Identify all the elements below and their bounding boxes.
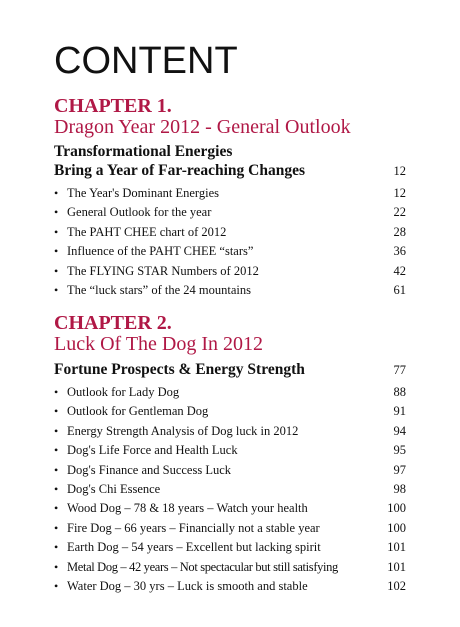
page-number: 97 xyxy=(393,462,406,477)
toc-item[interactable] xyxy=(54,203,406,222)
toc-item[interactable] xyxy=(54,577,406,596)
page-number: 100 xyxy=(387,501,406,516)
bullet-icon: • xyxy=(54,224,59,239)
toc-item[interactable] xyxy=(54,519,406,538)
page-number: 42 xyxy=(393,263,406,278)
item-text: The Year's Dominant Energies xyxy=(67,186,219,200)
toc-item[interactable] xyxy=(54,262,406,281)
item-text: Dog's Finance and Success Luck xyxy=(67,462,232,477)
bullet-icon: • xyxy=(54,559,59,574)
toc-item[interactable] xyxy=(54,538,406,557)
bullet-icon: • xyxy=(54,462,59,477)
page-number: 36 xyxy=(393,244,406,259)
chapter-1-subhead-1[interactable] xyxy=(54,142,406,161)
subhead-text: Fortune Prospects & Energy Strength xyxy=(54,361,305,378)
item-text: Water Dog – 30 yrs – Luck is smooth and stable xyxy=(67,579,308,594)
item-text: Metal Dog – 42 years – Not spectacular but still satisfying xyxy=(67,559,338,574)
page-number: 77 xyxy=(393,363,406,377)
bullet-icon: • xyxy=(54,482,59,497)
item-text: The FLYING STAR Numbers of 2012 xyxy=(67,263,259,278)
chapter-2 xyxy=(54,313,406,596)
page-title: CONTENT xyxy=(54,40,238,82)
chapter-1-title: Dragon Year 2012 - General Outlook xyxy=(54,116,351,138)
bullet-icon: • xyxy=(54,244,59,259)
page-number: 88 xyxy=(393,385,406,399)
toc-item[interactable] xyxy=(54,402,406,421)
chapter-2-title: Luck Of The Dog In 2012 xyxy=(54,333,264,355)
bullet-icon: • xyxy=(54,501,59,516)
bullet-icon: • xyxy=(54,540,59,555)
chapter-2-label: CHAPTER 2. xyxy=(54,312,172,334)
toc-item[interactable] xyxy=(54,223,406,242)
item-text: Earth Dog – 54 years – Excellent but lacking spirit xyxy=(67,540,321,555)
page-number: 91 xyxy=(393,404,406,419)
page-number: 22 xyxy=(393,205,406,220)
bullet-icon: • xyxy=(54,404,59,419)
chapter-1-items xyxy=(54,184,406,300)
toc-item[interactable] xyxy=(54,422,406,441)
chapter-1-label: CHAPTER 1. xyxy=(54,95,172,117)
item-text: Outlook for Gentleman Dog xyxy=(67,404,209,419)
item-text: The PAHT CHEE chart of 2012 xyxy=(67,224,227,239)
toc-item[interactable] xyxy=(54,461,406,480)
toc-item[interactable] xyxy=(54,480,406,499)
toc-item[interactable] xyxy=(54,558,406,577)
bullet-icon: • xyxy=(54,385,59,399)
toc-item[interactable] xyxy=(54,242,406,261)
page-number: 94 xyxy=(393,423,406,438)
page-number: 101 xyxy=(387,540,406,555)
page-number: 61 xyxy=(393,283,406,298)
item-text: Energy Strength Analysis of Dog luck in 2012 xyxy=(67,423,299,438)
chapter-2-subhead-1[interactable] xyxy=(54,360,406,380)
page-number: 100 xyxy=(387,520,406,535)
bullet-icon: • xyxy=(54,283,59,298)
bullet-icon: • xyxy=(54,423,59,438)
toc-item[interactable] xyxy=(54,441,406,460)
subhead-text: Transformational Energies xyxy=(54,143,233,160)
toc-item[interactable] xyxy=(54,383,406,402)
page-number: 98 xyxy=(393,482,406,497)
item-text: Fire Dog – 66 years – Financially not a stable year xyxy=(67,520,320,535)
item-text: General Outlook for the year xyxy=(67,205,212,220)
item-text: The “luck stars” of the 24 mountains xyxy=(67,283,251,298)
subhead-text: Bring a Year of Far-reaching Changes xyxy=(54,162,305,179)
page-number: 95 xyxy=(393,443,406,458)
bullet-icon: • xyxy=(54,186,59,200)
page-number: 12 xyxy=(393,186,406,200)
page-number: 28 xyxy=(393,224,406,239)
toc-item[interactable] xyxy=(54,281,406,300)
chapter-1 xyxy=(54,96,406,300)
bullet-icon: • xyxy=(54,263,59,278)
bullet-icon: • xyxy=(54,205,59,220)
page-number: 101 xyxy=(387,559,406,574)
bullet-icon: • xyxy=(54,443,59,458)
item-text: Wood Dog – 78 & 18 years – Watch your health xyxy=(67,501,308,516)
item-text: Dog's Life Force and Health Luck xyxy=(67,443,238,458)
item-text: Outlook for Lady Dog xyxy=(67,385,180,399)
bullet-icon: • xyxy=(54,579,59,594)
item-text: Influence of the PAHT CHEE “stars” xyxy=(67,244,254,259)
chapter-2-items xyxy=(54,383,406,596)
page-number: 12 xyxy=(393,164,406,178)
bullet-icon: • xyxy=(54,520,59,535)
item-text: Dog's Chi Essence xyxy=(67,482,161,497)
toc-item[interactable] xyxy=(54,184,406,203)
page-number: 102 xyxy=(387,579,406,594)
toc-item[interactable] xyxy=(54,499,406,518)
chapter-1-subhead-2[interactable] xyxy=(54,161,406,181)
